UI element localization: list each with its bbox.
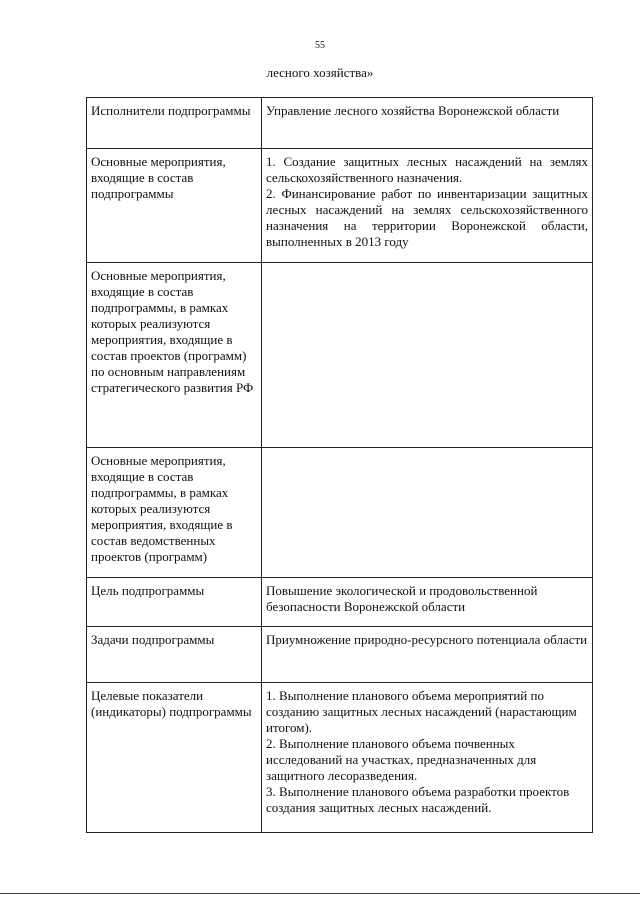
row-label: Целевые показатели (индикаторы) подпрограммы xyxy=(87,683,262,833)
page-bottom-edge xyxy=(0,893,640,894)
row-value xyxy=(262,683,593,833)
subprogram-passport-table xyxy=(86,97,593,833)
row-label: Задачи подпрограммы xyxy=(87,627,262,683)
row-label: Цель подпрограммы xyxy=(87,578,262,627)
table-row-executors xyxy=(87,98,593,149)
row-value xyxy=(262,98,593,149)
page-number: 55 xyxy=(315,40,325,51)
row-value-line: Повышение экологической и продовольственной безопасности Воронежской области xyxy=(266,583,538,614)
table-row-tasks xyxy=(87,627,593,683)
table-row-goal xyxy=(87,578,593,627)
row-value-line: 1. Выполнение планового объема мероприятий по созданию защитных лесных насаждений (нарастающим итогом). xyxy=(266,688,577,735)
row-value-line: 1. Создание защитных лесных насаждений на землях сельскохозяйственного назначения. xyxy=(266,154,588,185)
row-value xyxy=(262,149,593,263)
row-label: Основные мероприятия, входящие в состав подпрограммы xyxy=(87,149,262,263)
row-label: Исполнители подпрограммы xyxy=(87,98,262,149)
row-value-line: Приумножение природно-ресурсного потенциала области xyxy=(266,632,588,647)
table-row-main-activities xyxy=(87,149,593,263)
row-value-line: 2. Финансирование работ по инвентаризации защитных лесных насаждений на землях сельскохозяйственного назначения на территории Воронежской области, выполненных в 2013 году xyxy=(266,186,588,249)
row-value xyxy=(262,578,593,627)
row-value-line: 2. Выполнение планового объема почвенных исследований на участках, предназначенных для защитного лесоразведения. xyxy=(266,736,537,783)
row-value-empty xyxy=(262,448,593,578)
row-value-empty xyxy=(262,263,593,448)
row-label: Основные мероприятия, входящие в состав подпрограммы, в рамках которых реализуются мероприятия, входящие в состав ведомственных проектов (программ) xyxy=(87,448,262,578)
row-label: Основные мероприятия, входящие в состав подпрограммы, в рамках которых реализуются мероприятия, входящие в состав проектов (программ) по основным направлениям стратегического развития РФ xyxy=(87,263,262,448)
table-row-departmental-activities xyxy=(87,448,593,578)
row-value xyxy=(262,627,593,683)
row-value-line: 3. Выполнение планового объема разработки проектов создания защитных лесных насаждений. xyxy=(266,784,570,815)
row-value-line: Управление лесного хозяйства Воронежской области xyxy=(266,103,560,118)
page-subtitle: лесного хозяйства» xyxy=(266,65,374,80)
table-row-indicators xyxy=(87,683,593,833)
table-row-strategic-activities xyxy=(87,263,593,448)
